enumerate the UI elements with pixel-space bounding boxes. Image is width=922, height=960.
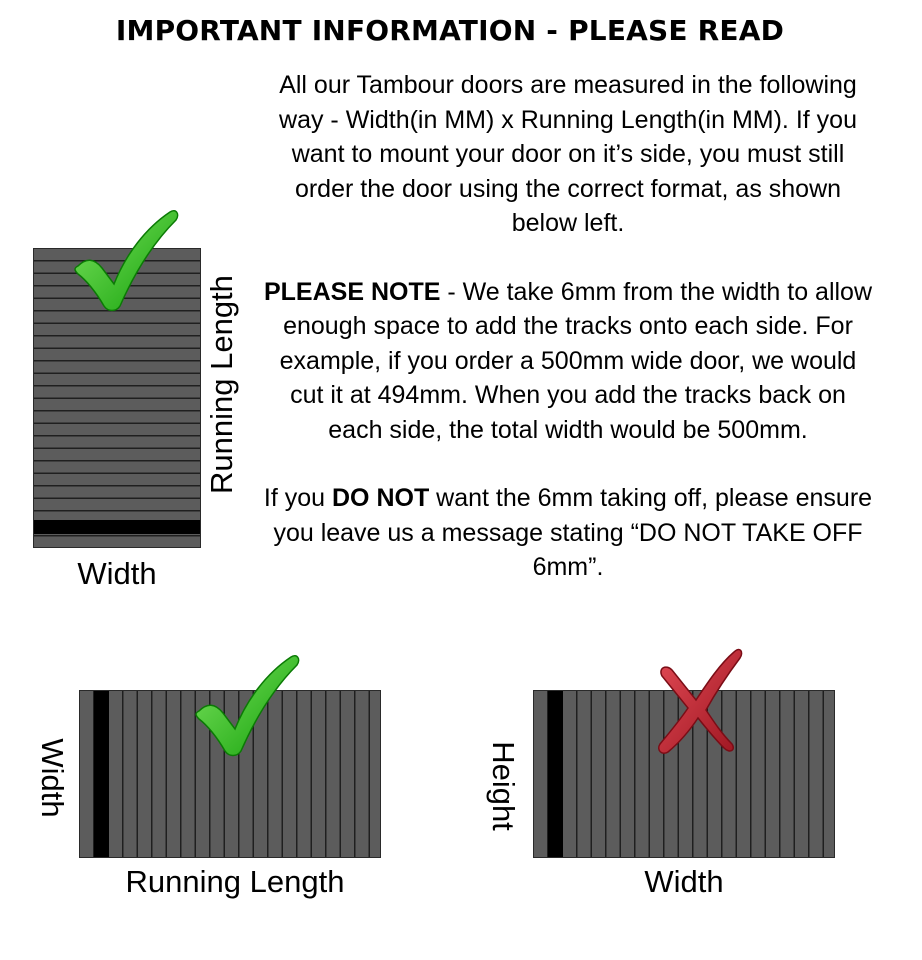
track-bar (34, 520, 200, 534)
bottom-label-width-right: Width (644, 864, 724, 899)
optout-before: If you (263, 484, 332, 512)
red-cross-icon (648, 646, 744, 756)
intro-paragraph: All our Tambour doors are measured in the following way - Width(in MM) x Running Length(in MM). If you want to mount your door on it’s side, you must still order the door using the correct format, as shown below left. (279, 71, 857, 237)
track-bar (548, 691, 563, 857)
note-strong: PLEASE NOTE (263, 277, 441, 306)
green-check-icon (72, 208, 182, 313)
green-check-icon (193, 653, 303, 758)
side-label-running-length: Running Length (204, 275, 239, 494)
track-bar (94, 691, 109, 857)
optout-paragraph (262, 481, 874, 585)
optout-after: want the 6mm taking off, please ensure you leave us a message stating “DO NOT TAKE OFF 6mm”. (273, 484, 873, 581)
note-paragraph (262, 275, 874, 448)
bottom-label-width-top: Width (77, 556, 157, 591)
page-title: IMPORTANT INFORMATION - PLEASE READ (115, 14, 785, 47)
side-label-width: Width (35, 738, 70, 818)
side-label-height: Height (486, 741, 521, 831)
instructions-text (262, 68, 874, 585)
optout-strong: DO NOT (332, 484, 430, 512)
bottom-label-running-length: Running Length (125, 864, 345, 899)
note-text: - We take 6mm from the width to allow enough space to add the tracks onto each side. For example, if you order a 500mm wide door, we would cut it at 494mm. When you add the tracks back on each side, the total width would be 500mm. (279, 277, 873, 444)
